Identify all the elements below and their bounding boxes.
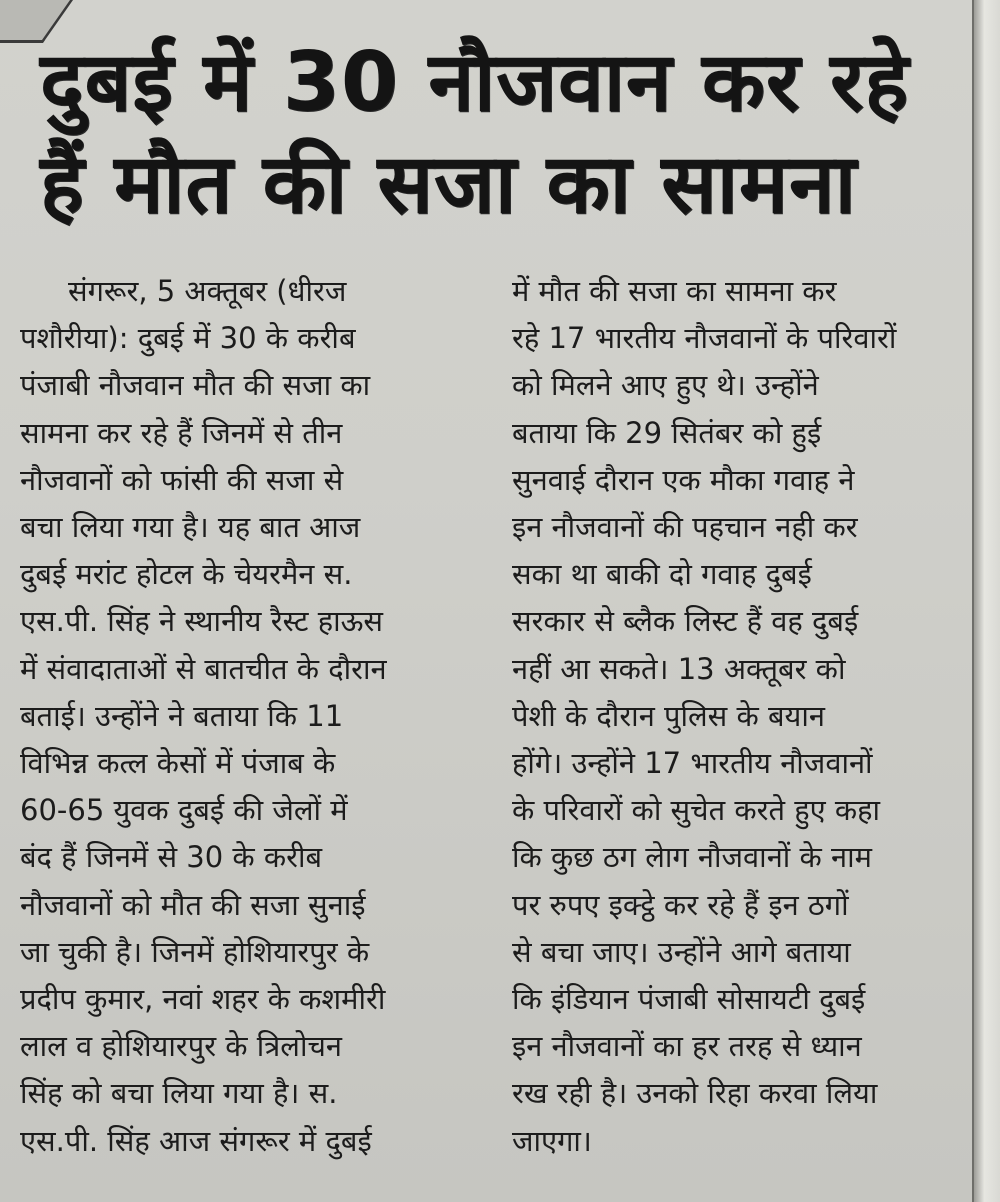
article-line: से बचा जाए। उन्होंने आगे बताया xyxy=(512,934,851,969)
article-line: रहे 17 भारतीय नौजवानों के परिवारों xyxy=(512,321,897,356)
headline-line-2: हैं मौत की सजा का सामना xyxy=(40,137,857,232)
article-line: नौजवानों को मौत की सजा सुनाई xyxy=(20,887,366,922)
headline xyxy=(40,32,960,236)
article-line: सुनवाई दौरान एक मौका गवाह ने xyxy=(512,462,855,497)
article-column-left xyxy=(20,268,490,1165)
article-line: पेशी के दौरान पुलिस के बयान xyxy=(512,698,825,733)
article-line: प्रदीप कुमार, नवां शहर के कशमीरी xyxy=(20,982,386,1017)
article-line: सका था बाकी दो गवाह दुबई xyxy=(512,557,812,592)
article-line: बताई। उन्होंने ने बताया कि 11 xyxy=(20,698,344,733)
article-line: होंगे। उन्होंने 17 भारतीय नौजवानों xyxy=(512,746,873,781)
article-line: में संवादाताओं से बातचीत के दौरान xyxy=(20,651,387,686)
article-line: एस.पी. सिंह ने स्थानीय रैस्ट हाऊस xyxy=(20,604,383,639)
article-line: 60-65 युवक दुबई की जेलों में xyxy=(20,793,348,828)
article-line: इन नौजवानों का हर तरह से ध्यान xyxy=(512,1029,862,1064)
article-line: एस.पी. सिंह आज संगरूर में दुबई xyxy=(20,1123,372,1158)
article-line: बचा लिया गया है। यह बात आज xyxy=(20,510,361,545)
article-line: सिंह को बचा लिया गया है। स. xyxy=(20,1076,338,1111)
headline-line-1: दुबई में 30 नौजवान कर रहे xyxy=(40,35,910,130)
article-line: कि कुछ ठग लेाग नौजवानों के नाम xyxy=(512,840,872,875)
article-line: सरकार से ब्लैक लिस्ट हैं वह दुबई xyxy=(512,604,859,639)
article-line: पशौरीया): दुबई में 30 के करीब xyxy=(20,321,356,356)
article-line: में मौत की सजा का सामना कर xyxy=(512,274,837,308)
article-line: पर रुपए इक्ट्ठे कर रहे हैं इन ठगों xyxy=(512,887,849,922)
article-line: पंजाबी नौजवान मौत की सजा का xyxy=(20,368,371,403)
article-line: इन नौजवानों की पहचान नही कर xyxy=(512,510,858,545)
article-line: के परिवारों को सुचेत करते हुए कहा xyxy=(512,793,881,828)
article-line: जा चुकी है। जिनमें होशियारपुर के xyxy=(20,934,370,969)
article-line: रख रही है। उनको रिहा करवा लिया xyxy=(512,1076,878,1111)
article-line: सामना कर रहे हैं जिनमें से तीन xyxy=(20,415,343,450)
article-line: दुबई मरांट होटल के चेयरमैन स. xyxy=(20,557,353,592)
article-line: लाल व होशियारपुर के त्रिलोचन xyxy=(20,1029,342,1064)
article-line: बंद हैं जिनमें से 30 के करीब xyxy=(20,840,323,875)
article-line: विभिन्न कत्ल केसों में पंजाब के xyxy=(20,746,336,781)
article-line: संगरूर, 5 अक्तूबर (धीरज xyxy=(68,274,347,308)
article-line: नहीं आ सकते। 13 अक्तूबर को xyxy=(512,651,846,686)
article-column-right xyxy=(512,268,980,1165)
article-line: को मिलने आए हुए थे। उन्होंने xyxy=(512,368,819,403)
article-line: नौजवानों को फांसी की सजा से xyxy=(20,462,344,497)
article-line: जाएगा। xyxy=(512,1123,592,1158)
article-line: कि इंडियान पंजाबी सोसायटी दुबई xyxy=(512,982,866,1017)
article-line: बताया कि 29 सितंबर को हुई xyxy=(512,415,822,450)
